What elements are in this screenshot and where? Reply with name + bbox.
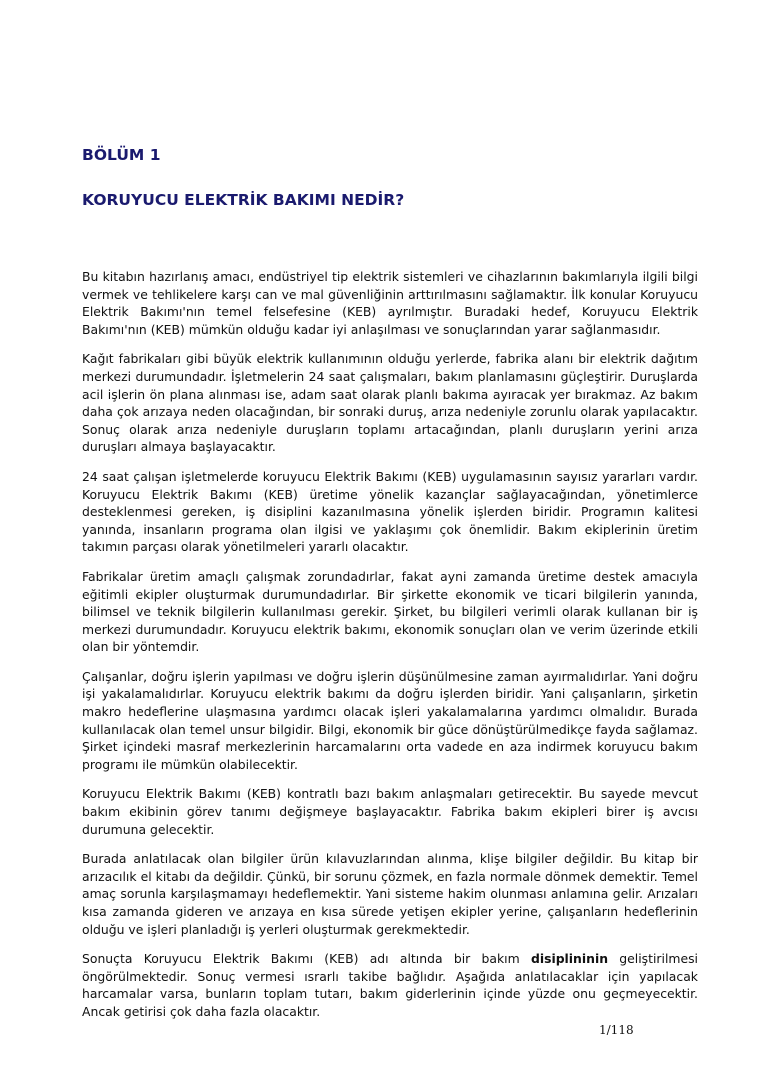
paragraph-4: Fabrikalar üretim amaçlı çalışmak zorundadırlar, fakat ayni zamanda üretime destek amacıyla eğitimli ekipler oluşturmak durumundadırlar. Bir şirkette ekonomik ve ticari bilgilerin yanında, bilimsel ve teknik bilgilerin kullanılması gerekir. Şirket, bu bilgileri verimli olarak kullanan bir iş merkezi durumundadır. Koruyucu elektrik bakımı, ekonomik sonuçları olan ve verim üzerinde etkili olan bir yöntemdir. <box>82 568 698 655</box>
chapter-heading: BÖLÜM 1 <box>82 146 161 164</box>
paragraph-8-text-start: Sonuçta Koruyucu Elektrik Bakımı (KEB) adı altında bir bakım <box>82 951 531 967</box>
paragraph-8-text-end: geliştirilmesi öngörülmektedir. Sonuç vermesi ısrarlı takibe bağlıdır. Aşağıda anlatılacaklar için yapılacak harcamalar varsa, bunların toplam tutarı, bakım giderlerinin içinde yüzde onu geçmeyecektir. Ancak getirisi çok daha fazla olacaktır. <box>82 951 698 1019</box>
paragraph-8-bold-word: disiplininin <box>530 951 609 967</box>
paragraph-8 <box>82 950 698 1020</box>
paragraph-3: 24 saat çalışan işletmelerde koruyucu Elektrik Bakımı (KEB) uygulamasının sayısız yararları vardır. Koruyucu Elektrik Bakımı (KEB) üretime yönelik kazançlar sağlayacağından, yönetimlerce desteklenmesi gereken, iş disiplini kazanılmasına yönelik işlerden biridir. Programın kalitesi yanında, insanların programa olan ilgisi ve yaklaşımı çok önemlidir. Bakım ekiplerinin üretim takımın parçası olarak yönetilmeleri yararlı olacaktır. <box>82 468 698 555</box>
paragraph-1: Bu kitabın hazırlanış amacı, endüstriyel tip elektrik sistemleri ve cihazlarının bakımlarıyla ilgili bilgi vermek ve tehlikelere karşı can ve mal güvenliğinin arttırılmasını sağlamaktır. İlk konular Koruyucu Elektrik Bakımı'nın temel felsefesine (KEB) ayrılmıştır. Buradaki hedef, Koruyucu Elektrik Bakımı'nın (KEB) mümkün olduğu kadar iyi anlaşılması ve sonuçlarından yarar sağlanmasıdır. <box>82 269 698 337</box>
body-text <box>82 268 698 1033</box>
paragraph-5: Çalışanlar, doğru işlerin yapılması ve doğru işlerin düşünülmesine zaman ayırmalıdırlar. Yani doğru işi yakalamalıdırlar. Koruyucu elektrik bakımı da doğru işlerden biridir. Yani çalışanların, şirketin makro hedeflerine ulaşmasına yardımcı olacak işleri yakalamalarına yardımcı olmalıdır. Burada kullanılacak olan temel unsur bilgidir. Bilgi, ekonomik bir güce dönüştürülmedikçe fayda sağlamaz. Şirket içindeki masraf merkezlerinin harcamalarını orta vadede en aza indirmek koruyucu bakım programı ile mümkün olabilecektir. <box>82 668 698 772</box>
paragraph-7: Burada anlatılacak olan bilgiler ürün kılavuzlarından alınma, klişe bilgiler değildir. Bu kitap bir arızacılık el kitabı da değildir. Çünkü, bir sorunu çözmek, en fazla normale dönmek demektir. Temel amaç sorunla karşılaşmamayı hedeflemektir. Yani sisteme hakim olunması anlamına gelir. Arızaları kısa zamanda gideren ve arızaya en kısa sürede yetişen ekipler yerine, çalışanların hedeflerinin olduğu ve işleri planladığı iş yerleri oluşturmak gerekmektedir. <box>82 851 698 937</box>
paragraph-6: Koruyucu Elektrik Bakımı (KEB) kontratlı bazı bakım anlaşmaları getirecektir. Bu sayede mevcut bakım ekibinin görev tanımı değişmeye başlayacaktır. Fabrika bakım ekipleri birer iş avcısı durumuna gelecektir. <box>82 786 698 837</box>
page-number: 1/118 <box>599 1023 634 1037</box>
paragraph-2: Kağıt fabrikaları gibi büyük elektrik kullanımının olduğu yerlerde, fabrika alanı bir elektrik dağıtım merkezi durumundadır. İşletmelerin 24 saat çalışmaları, bakım planlamasını güçleştirir. Duruşlarda acil işlerin ön plana alınması ise, adam saat olarak planlı bakıma ayıracak yer bırakmaz. Az bakım daha çok arızaya neden olacağından, bir sonraki duruş, arıza nedeniyle zorunlu olarak yapılacaktır. Sonuç olarak arıza nedeniyle duruşların toplamı artacağından, planlı duruşların yerini arıza duruşları almaya başlayacaktır. <box>82 351 698 455</box>
chapter-title: KORUYUCU ELEKTRİK BAKIMI NEDİR? <box>82 191 405 209</box>
